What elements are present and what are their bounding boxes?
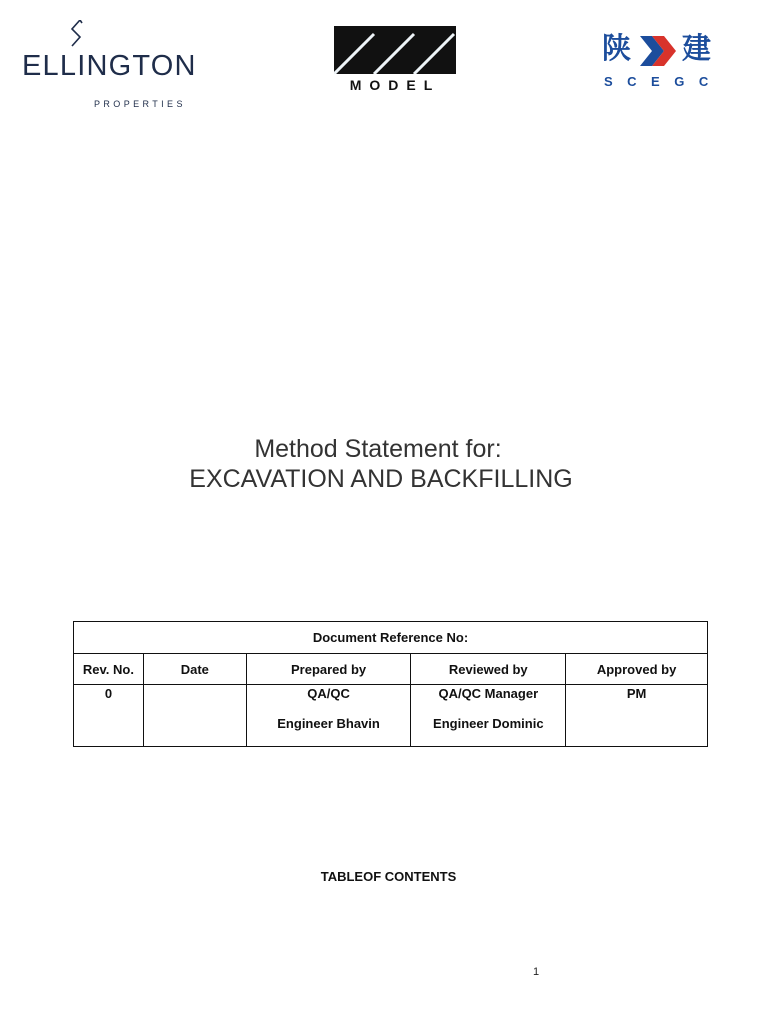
cell-prepared-by [246,685,411,747]
header-prepared-by: Prepared by [246,654,411,685]
document-control-table [73,621,708,747]
header-approved-by: Approved by [566,654,708,685]
ellington-logo [22,20,214,109]
header-rev-no: Rev. No. [74,654,144,685]
reviewed-by-name: Engineer Dominic [433,716,544,731]
title-line-2: EXCAVATION AND BACKFILLING [189,465,573,493]
document-title [0,434,768,493]
cell-reviewed-by [411,685,566,747]
scegc-chinese-left: 陕 [602,31,632,65]
title-line-1: Method Statement for: [254,435,502,463]
ellington-subtitle: PROPERTIES [94,99,186,109]
model-logo [334,26,456,92]
cell-rev-no [74,685,144,747]
header-reviewed-by: Reviewed by [411,654,566,685]
model-wordmark: MODEL [349,77,441,93]
prepared-by-name: Engineer Bhavin [277,716,380,731]
table-row [74,622,708,654]
ellington-mark-icon [70,20,86,50]
prepared-by-role: QA/QC [307,686,350,701]
document-reference-cell: Document Reference No: [74,622,708,654]
cell-date [143,685,246,747]
header-date: Date [143,654,246,685]
model-mark-icon [334,26,456,74]
approved-by-value: PM [626,686,647,701]
rev-no-value: 0 [104,686,113,701]
reviewed-by-role: QA/QC Manager [438,686,539,701]
scegc-letters: SCEGC [604,74,723,89]
cell-approved-by [566,685,708,747]
table-row [74,685,708,747]
scegc-chinese-right: 建 [682,31,712,65]
toc-heading: TABLEOF CONTENTS [320,869,457,884]
table-header-row [74,654,708,685]
ellington-wordmark: ELLINGTON [22,50,197,82]
page-number: 1 [533,966,540,978]
scegc-logo [598,30,722,94]
scegc-arrow-icon [638,34,678,68]
